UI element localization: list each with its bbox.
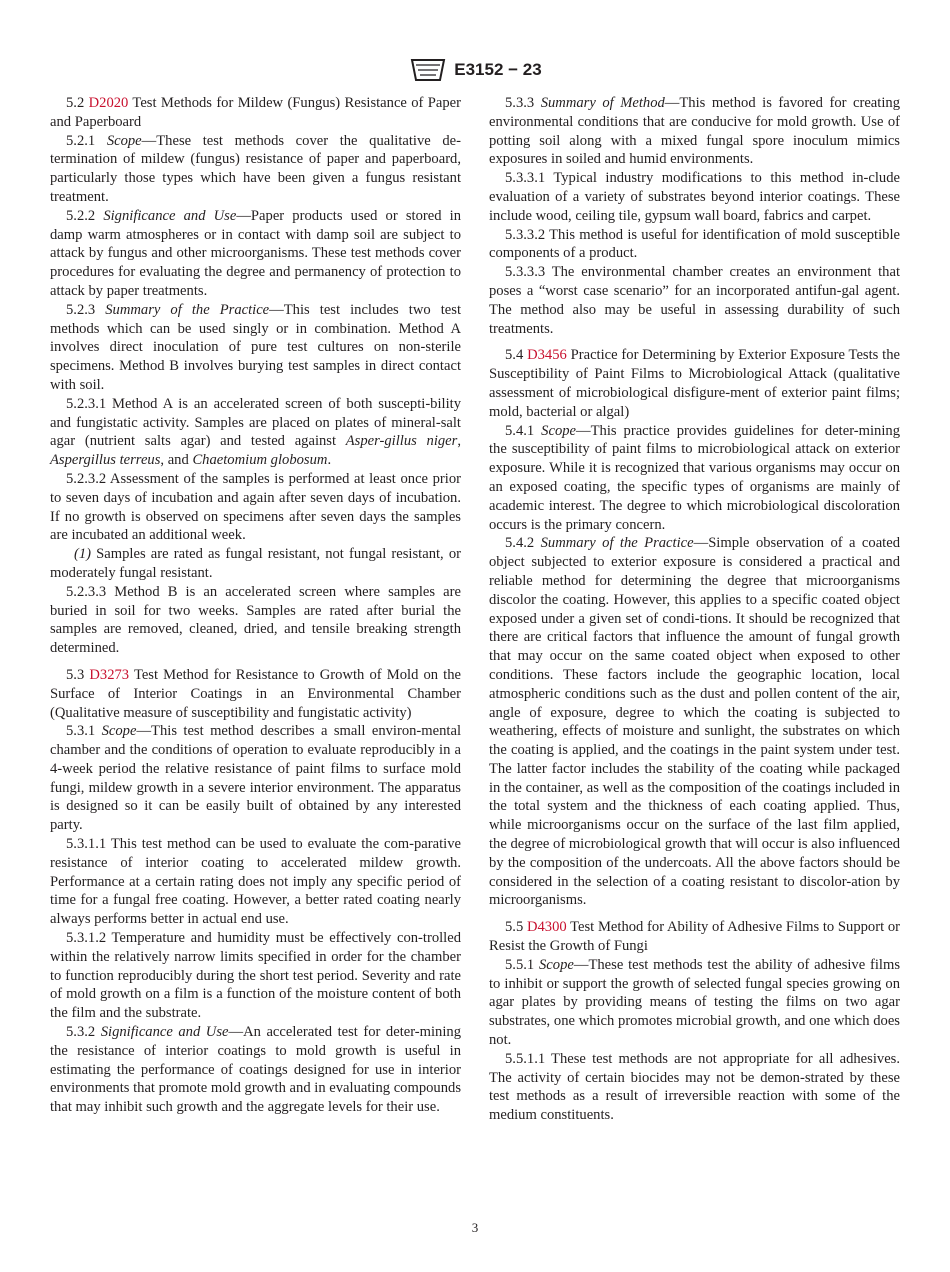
section-5-2-3: 5.2.3 Summary of the Practice—This test includes two test methods which can be used singly or in combination. Method A involves direct inoculation of pure test cultures on non-sterile specimens. Method B involves burying test samples in direct contact with soil. — [50, 301, 461, 393]
section-5-3-1: 5.3.1 Scope—This test method describes a small environ-mental chamber and the conditions of operation to evaluate reproducibly in a 4-week period the relative resistance of paint films to surface mold fungi, mildew growth in a severe interior environment. The apparatus is designed so it can be easily built of obtained by any interested party. — [50, 723, 461, 834]
section-5-3-3: 5.3.3 Summary of Method—This method is favored for creating environmental conditions that are conducive for mold growth. Use of potting soil along with a mixed fungal spore inoculum mimics exposures in soiled and humid environments. — [489, 95, 900, 168]
section-5-5-1-1: 5.5.1.1 These test methods are not appropriate for all adhesives. The activity of certain biocides may not be demon-strated by these test methods as a result of irreversible reaction with some of the medium constituents. — [489, 1050, 900, 1124]
section-5-4-1: 5.4.1 Scope—This practice provides guidelines for deter-mining the susceptibility of paint films to microbiological attack on exterior exposure. While it is recognized that various organisms may occur on an exposed coating, the specific types of organisms are mainly of academic interest. The degree to which microbiological discoloration occurs is the primary concern. — [489, 422, 900, 533]
section-5-3-1-2: 5.3.1.2 Temperature and humidity must be effectively con-trolled within the relatively narrow limits specified in order for the chamber to function reproducibly during the short test period. Severity and rate of mold growth on a film is a function of the moisture content of both the film and the substrate. — [50, 930, 461, 1022]
section-5-2-3-2: 5.2.3.2 Assessment of the samples is performed at least once prior to seven days of incubation and again after seven days of incubation. If no growth is observed on specimens after seven days the samples are incubated an additional week. — [50, 470, 461, 544]
astm-logo-icon — [408, 56, 448, 84]
section-5-2: 5.2 D2020 Test Methods for Mildew (Fungus) Resistance of Paper and Paperboard — [50, 95, 462, 130]
section-5-3-3-3: 5.3.3.3 The environmental chamber creates an environment that poses a “worst case scenario” for an incorporated antifun-gal agent. The method also may be useful in assessing durability of such treatments. — [489, 264, 900, 337]
section-5-3-3-1: 5.3.3.1 Typical industry modifications to this method in-clude evaluation of a variety of substrates beyond interior coatings. These include wood, ceiling tile, gypsum wall board, fabrics and carpet. — [489, 170, 900, 224]
section-5-4: 5.4 D3456 Practice for Determining by Exterior Exposure Tests the Susceptibility of Paint Films to Microbiological Attack (qualitative assessment of microbiological disfigure-ment of exterior paint films; mold, bacterial or algal) — [489, 347, 900, 420]
section-5-2-3-1: 5.2.3.1 Method A is an accelerated screen of both suscepti-bility and fungistatic activity. Samples are placed on plates of mineral-salt agar (nutrient salts agar) and tested against Asper-gillus niger, Aspergillus terreus, and Chaetomium globosum. — [50, 395, 461, 469]
reference-link-d2020[interactable]: D2020 — [88, 95, 129, 111]
section-5-2-1: 5.2.1 Scope—These test methods cover the qualitative de-termination of mildew (fungus) resistance of paper and paperboard, particularly those types which have been given a fungus resistant treatment. — [50, 132, 461, 205]
note-1: (1) Samples are rated as fungal resistant, not fungal resistant, or moderately fungal resistant. — [50, 546, 461, 581]
section-5-3-1-1: 5.3.1.1 This test method can be used to evaluate the com-parative resistance of interior coating to accelerated mildew growth. Performance at a certain rating does not imply any specific period of time for a fungal free coating. However, a better rated coating nearly always performs better in actual end use. — [50, 836, 461, 928]
section-5-3-2: 5.3.2 Significance and Use—An accelerated test for deter-mining the resistance of interior coatings to mold growth is useful in estimating the performance of coatings designed for use in interior environments that promote mold growth and in evaluating compounds that may inhibit such growth and the aggregate levels for their use. — [50, 1024, 461, 1116]
section-5-5-1: 5.5.1 Scope—These test methods test the ability of adhesive films to inhibit or support the growth of selected fungal species growing on agar plates by providing means of testing the films on two agar substrates, one which promotes microbial growth, and one which does not. — [489, 956, 900, 1049]
page-number: 3 — [471, 1220, 479, 1235]
section-5-4-2: 5.4.2 Summary of the Practice—Simple observation of a coated object subjected to exterior exposure is considered a practical and reliable method for determining the degree that microorganisms discolor the coating. However, this applies to a specific coated object exposed under a given set of condi-tions. It should be recognized that there are critical factors that influence the amount of fungal growth that may occur on the same coated object when exposed to other conditions. These factors include the geographic location, local atmospheric conditions such as the dust and pollen content of the air, angle of exposure, degree to which the coating is subjected to weathering, effects of moisture and sunlight, the substrates on which the coating is applied, and the coatings in the paint system under test. The latter factor includes the stability of the coating while packaged in the container, as well as the composition of the coatings included in the total system and the thickness of each coating applied. Thus, while microorganisms occur on the surface of the last film applied, the degree of microbiological growth that will occur is also influenced by the composition of the undercoats. All the above factors should be considered in the selection of a coating resistant to discolor-ation by microorganisms. — [489, 535, 900, 909]
reference-link-d3273[interactable]: D3273 — [89, 666, 130, 683]
section-5-3-3-2: 5.3.3.2 This method is useful for identification of mold susceptible components of a product. — [489, 226, 900, 262]
section-5-2-3-3: 5.2.3.3 Method B is an accelerated screen where samples are buried in soil for two weeks. Samples are rated after burial the samples are removed, cleaned, dried, and tensile breaking strength determined. — [50, 583, 461, 657]
left-column — [50, 94, 461, 1117]
standard-designation: E3152 − 23 — [454, 60, 542, 79]
right-column — [489, 94, 900, 1125]
section-5-3: 5.3 D3273 Test Method for Resistance to Growth of Mold on the Surface of Interior Coatings in an Environmental Chamber (Qualitative measure of susceptibility and fungistatic activity) — [50, 666, 462, 721]
section-5-5: 5.5 D4300 Test Method for Ability of Adhesive Films to Support or Resist the Growth of Fungi — [489, 919, 900, 955]
reference-link-d4300[interactable]: D4300 — [526, 919, 567, 936]
section-5-2-2: 5.2.2 Significance and Use—Paper products used or stored in damp warm atmospheres or in contact with damp soil are subject to attack by fungus and other microorganisms. These test methods cover procedures for evaluating the degree and permanency of protection to attack by paper treatments. — [50, 207, 461, 299]
page-header — [0, 55, 950, 85]
reference-link-d3456[interactable]: D3456 — [527, 347, 567, 364]
